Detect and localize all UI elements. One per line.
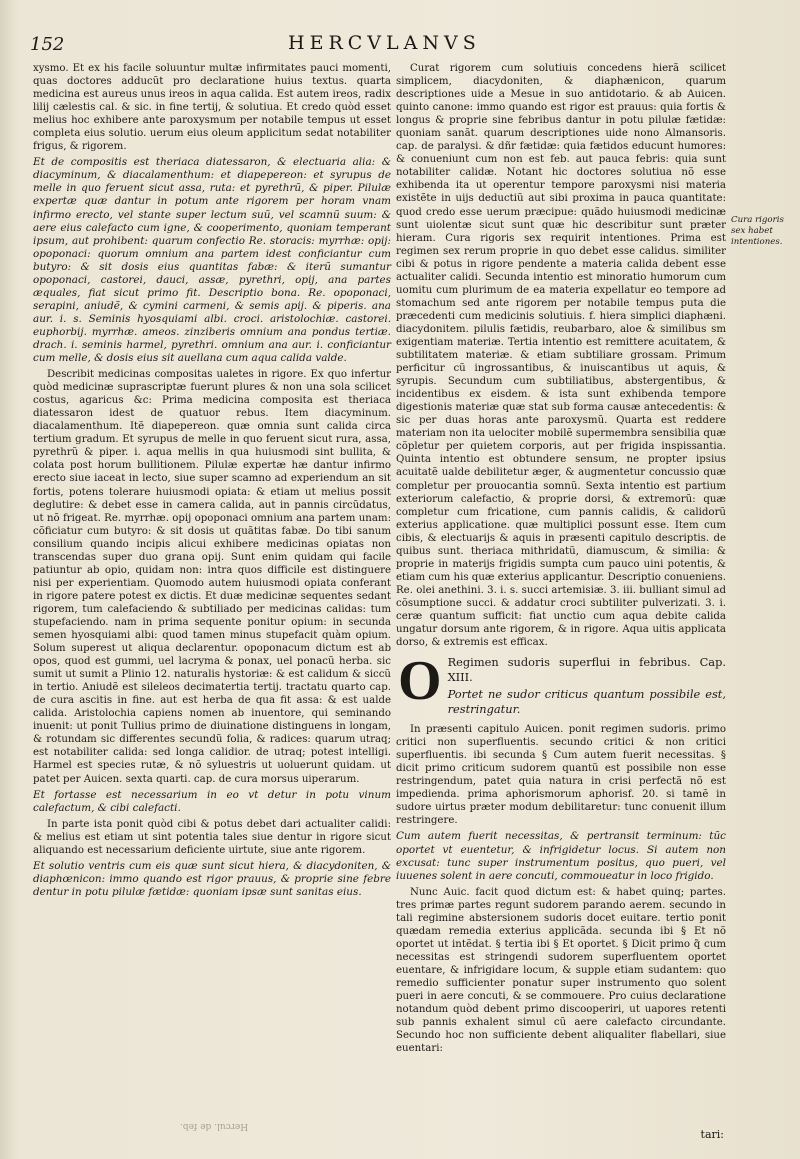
left-paragraph-4: Et fortasse est necessarium in eo vt detur in potu vinum calefactum, & cibi calefacti. (33, 788, 391, 814)
running-head (0, 30, 800, 60)
left-paragraph-1: xysmo. Et ex his facile soluuntur multæ infirmitates pauci momenti, quas doctores adducũt pro declaratione huius textus. quarta medicina est aureus unus ireos in aqua calida. Est autem ireos, radix lilij cælestis cal. & sic. in fine tertij, & solutiua. Et credo quòd esset melius hoc exhibere ante paroxysmum per notabile tempus ut esset completa eius solutio. uerum eius oleum applicitum sedat notabiliter frigus, & rigorem. (33, 63, 391, 153)
left-paragraph-3: Describit medicinas compositas ualetes in rigore. Ex quo infertur quòd medicinæ suprascriptæ fuerunt plures & non una sola scilicet costus, agaricus &c: Prima medicina composita est theriaca diatessaron idest de quatuor rebus. Item diacyminum. diacalamenthum. Itẽ diapepereon. quæ omnia sunt calida circa tertium gradum. Et syrupus de melle in quo feruent sicut rura, assa, pyrethrũ & piper. i. aqua mellis in qua huiusmodi sint bullita, & colata post horum bullitionem. Pilulæ expertæ hæ dantur infirmo erecto siue iaceat in lecto, siue super scamno ad experiendum an sit fortis, potens tolerare huiusmodi opiata: & etiam ut melius possit deglutire: & debet esse in camera calida, aut in pannis circũdatus, ut nõ frigeat. Re. myrrhæ. opij opoponaci omnium ana partem unam: cõficiatur cum butyro: & sit dosis ut quãtitas fabæ. Do tibi sanum consilium quando incipis alicui exhibere medicinas opiatas non transcendas super duo grana opij. Sunt enim quidam qui facile patiuntur ab opio, quidam non: intra quos difficile est distinguere nisi per experientiam. Quomodo autem huiusmodi opiata conferant in rigore patere potest ex dictis. Et duæ medicinæ sequentes sedant rigorem, tum calefaciendo & subtiliado per medicinas calidas: tum stupefaciendo. nam in prima sequente ponitur opium: in secunda semen hyosquiami albi: quod tamen minus stupefacit quàm opium. Solum superest ut aliqua declarentur. opoponacum dictum est ab opos, quod est gummi, uel lacryma & ponax, uel ponacũ herba. sic sumit ut sumit a Plinio 12. naturalis hystoriæ: & est calidum & siccũ in tertio. Aniudẽ est sileleos decimatertia tertij. tractatu quarto cap. de cura ascitis in fine. aut est herba de qua fit assa: & est ualde calida. Aristolochia capiens nomen ab inuentore, qui seminando inuenit: ut ponit Tullius primo de diuinatione distinguens in longam, & rotundam sic differentes secundũ folia, & radices: quarum utraq; est notabiliter calida: sed longa calidior. de utraq; potest intelligi. Harmel est species rutæ, & nõ syluestris ut uoluerunt quidam. ut patet per Auicen. sexta quarti. cap. de cura morsus uiperarum. (33, 369, 391, 785)
chapter-lemma: Portet ne sudor criticus quantum possibile est, restringatur. (447, 687, 726, 717)
left-paragraph-6: Et solutio ventris cum eis quæ sunt sicut hiera, & diacydoniten, & diaphœnicon: immo quando est rigor prauus, & proprie sine febre dentur in potu pilulæ fætidæ: quoniam ipsæ sunt sanitas eius. (33, 859, 391, 898)
drop-cap: O (398, 650, 442, 713)
margin-note: Cura rigoris sex habet intentiones. (731, 215, 784, 247)
catchword: tari: (700, 1128, 724, 1141)
left-paragraph-2: Et de compositis est theriaca diatessaron, & electuaria alia: & diacyminum, & diacalamenthum: et diapepereon: et syrupus de melle in quo feruent sicut assa, ruta: et pyrethrũ, & piper. Pilulæ expertæ quæ dantur in potum ante rigorem per horam vnam infirmo erecto, vel stante super lectum suũ, vel scamnũ suum: & aere eius calefacto cum igne, & cooperimento, quoniam temperant ipsum, aut prohibent: quarum confectio Re. storacis: myrrhæ: opij: opoponaci: quorum omnium ana partem idest conficiantur cum butyro: & sit dosis eius quantitas fabæ: & iterũ sumantur opoponaci, castorei, dauci, assæ, pyrethri, opij, ana partes æquales, fiat sicut primo fit. Descriptio bona. Re. opoponaci, serapini, aniudẽ, & cymini carmeni, & semis apij. & piperis. ana aur. i. s. Seminis hyosquiami albi. croci. aristolochiæ. castorei. euphorbij. myrrhæ. ameos. zinziberis omnium ana pondus tertiæ. drach. i. seminis harmel, pyrethri. omnium ana aur. i. conficiantur cum melle, & dosis eius sit auellana cum aqua calida valde. (33, 156, 391, 365)
running-title: HERCVLANVS (288, 32, 481, 54)
left-paragraph-5: In parte ista ponit quòd cibi & potus debet dari actualiter calidi: & melius est etiam ut sint potentia tales siue dentur in rigore sicut aliquando est necessarium deficiente uirtute, siue ante rigorem. (33, 818, 391, 856)
bleed-through-text: Hercul. de feb. (180, 1121, 249, 1131)
page-number: 152 (30, 34, 65, 55)
right-paragraph-2: In præsenti capitulo Auicen. ponit regimen sudoris. primo critici non superfluentis. secundo critici & non critici superfluentis. ibi secunda § Cum autem fuerit necessitas. § dicit primo criticum sudorem quantũ est possibile non esse restringendum, patet quia natura in crisi perfectã nõ est impedienda. prima aphorismorum aphorisf. 20. si tamẽ in sudore uirtus præter modum debilitaretur: tunc conuenit illum restringere. (396, 724, 726, 827)
right-paragraph-4: Nunc Auic. facit quod dictum est: & habet quinq; partes. tres primæ partes regunt sudorem parando aerem. secundo in tali regimine abstersionem sudoris docet euitare. tertio ponit quædam remedia exterius applicãda. secunda ibi § Et nõ oportet ut intẽdat. § tertia ibi § Et oportet. § Dicit primo q̃ cum necessitas est stringendi sudorem superfluentem oportet euentare, & infrigidare locum, & supple etiam sudantem: quo remedio sufficienter ponatur super instrumento quo solent pueri in aere concuti, & se commouere. Pro cuius declaratione notandum quòd debent primo discooperiri, ut uapores retenti sub pannis exhalent simul cũ aere calefacto circundante. Secundo hoc non sufficiente debent aliqualiter flabellari, siue euentari: (396, 886, 726, 1055)
right-column (396, 62, 726, 1058)
right-paragraph-3: Cum autem fuerit necessitas, & pertransit terminum: tũc oportet vt euentetur, & infrigidetur locus. Si autem non excusat: tunc super instrumentum positus, quo pueri, vel iuuenes solent in aere concuti, commoueatur in loco frigido. (396, 830, 726, 882)
right-paragraph-1: Curat rigorem cum solutiuis concedens hierã scilicet simplicem, diacydoniten, & diaphænicon, quarum descriptiones uide a Mesue in suo antidotario. & ab Auicen. quinto canone: immo quando est rigor est prauus: quia fortis & longus & proprie sine febribus dantur in potu pilulæ fætidæ: quoniam sanãt. quarum descriptiones uide nono Almansoris. cap. de paralysi. & dñr fætidæ: quia fætidos educunt humores: & conueniunt cum non est feb. aut pauca febris: quia sunt notabiliter calidæ. Notant hic doctores solutiua nõ esse exhibenda ita ut operentur tempore paroxysmi nisi materia existẽte in uijs deductiũ aut sibi proxima in pauca quantitate: quod credo esse uerum præcipue: quãdo huiusmodi medicinæ sunt uiolentæ sicut sunt quæ hic describitur sunt præter hieram. Cura rigoris sex requirit intentiones. Prima est regimen sex rerum proprie in quo debet esse calidus. similiter cibi & potus in rigore pendente a materia calida debent esse actualiter calidi. Secunda intentio est minoratio humorum cum uomitu cum plurimum de ea materia expellatur eo tempore ad stomachum sed ante rigorem per notabile tempus puta die præcedenti cum medicinis solutiuis. f. hiera simplici diaphæni. diacydonitem. pilulis fætidis, reubarbaro, aloe & similibus sm exigentiam materiæ. Tertia intentio est remittere acuitatem, & subtilitatem materiæ. & etiam subtiliare grossam. Primum perficitur cũ ingrossantibus, & inuiscantibus ut aquis, & syrupis. Secundum cum subtiliatibus, abstergentibus, & incidentibus ex eisdem. & ista sunt exhibenda tempore digestionis materiæ quæ stat sub forma causæ antecedentis: & sic per duas horas ante paroxysmũ. Quarta est reddere materiam non ita uelociter mobilẽ supermembra sensibilia quæ cõpletur per quietem corporis, aut per frigida inspissantia. Quinta intentio est obtundere sensum, ne propter ipsius acuitatẽ ualde debilitetur æger, & augmentetur concussio quæ completur per prouocantia somnũ. Sexta intentio est partium exteriorum calefactio, & proprie dorsi, & extremorũ: quæ completur cum fricatione, cum pannis calidis, & calidorũ exterius applicatione. quæ multiplici possunt esse. Item cum cibis, & electuarijs & aquis in præsenti capitulo descriptis. de quibus sunt. theriaca mithridatũ, diamuscum, & similia: & proprie in materijs frigidis sumpta cum pauco uini potentis, & etiam cum his quæ exterius applicantur. Descriptio conueniens. Re. olei anethini. 3. i. s. succi artemisiæ. 3. iii. bulliant simul ad cõsumptione succi. & addatur croci subtiliter pulverizati. 3. i. ceræ quantum sufficit: fiat unctio cum aqua debite calida ungatur dorsum ante rigorem, & in rigore. Aqua uitis applicata dorso, & extremis est efficax. (396, 63, 726, 649)
left-column (33, 62, 391, 902)
chapter-block (396, 650, 726, 717)
chapter-heading: Regimen sudoris superflui in febribus. Cap. XIII. (447, 655, 726, 685)
